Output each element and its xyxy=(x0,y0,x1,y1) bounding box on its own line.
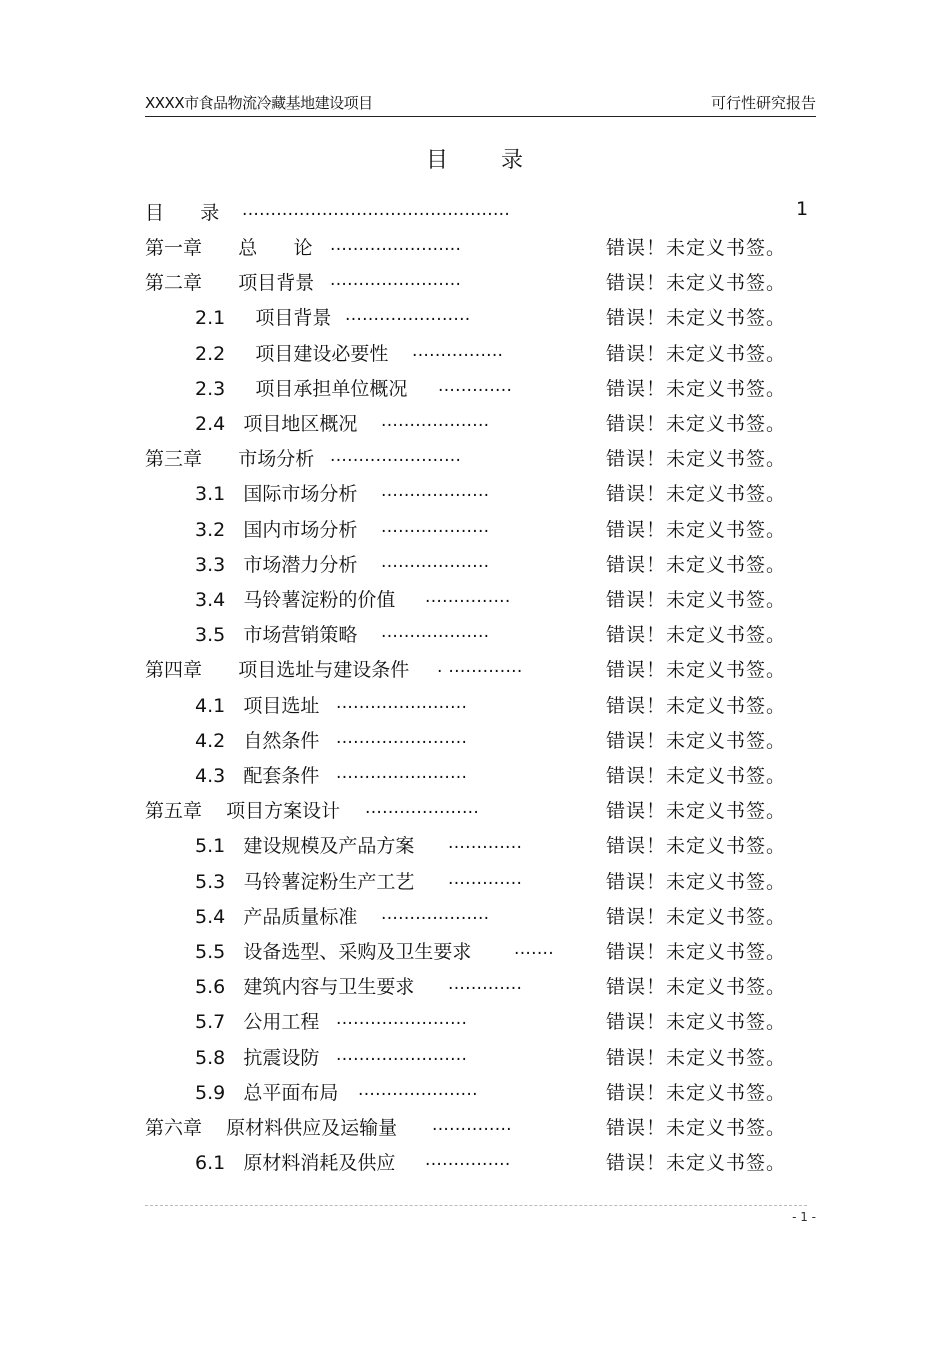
toc-entry-page: 错误！未定义书签。 xyxy=(606,378,787,400)
toc-entry-page: 错误！未定义书签。 xyxy=(606,941,787,963)
toc-entry-leader: ................... xyxy=(381,552,490,572)
toc-entry-page: 错误！未定义书签。 xyxy=(606,448,787,470)
toc-entry-page: 错误！未定义书签。 xyxy=(606,695,787,717)
toc-entry[interactable] xyxy=(0,1043,950,1071)
toc-entry[interactable] xyxy=(0,937,950,965)
toc-entry-leader: ....................... xyxy=(336,728,468,748)
toc-entry-label: 5.4 产品质量标准 xyxy=(195,906,358,928)
header-report-type: 可行性研究报告 xyxy=(710,94,816,112)
toc-entry-leader: ................... xyxy=(381,481,490,501)
toc-entry-page: 错误！未定义书签。 xyxy=(606,765,787,787)
toc-entry-label: 6.1 原材料消耗及供应 xyxy=(195,1152,396,1174)
footer-page-number: - 1 - xyxy=(792,1210,816,1224)
toc-entry-leader: ....................... xyxy=(336,1045,468,1065)
toc-title-part2: 录 xyxy=(501,148,525,173)
toc-entry-page: 错误！未定义书签。 xyxy=(606,237,787,259)
toc-entry-leader: ............... xyxy=(425,1150,511,1170)
toc-entry-page: 错误！未定义书签。 xyxy=(606,624,787,646)
toc-entry-leader: ....................... xyxy=(336,1009,468,1029)
toc-entry[interactable] xyxy=(0,691,950,719)
toc-entry-label: 第四章 项目选址与建设条件 xyxy=(145,659,410,681)
toc-entry-label: 3.1 国际市场分析 xyxy=(195,483,358,505)
toc-entry-label: 2.1 项目背景 xyxy=(195,307,332,329)
toc-entry-label: 5.6 建筑内容与卫生要求 xyxy=(195,976,415,998)
toc-entry[interactable] xyxy=(0,867,950,895)
toc-entry[interactable] xyxy=(0,233,950,261)
toc-entry-label: 3.4 马铃薯淀粉的价值 xyxy=(195,589,396,611)
toc-entry-page: 错误！未定义书签。 xyxy=(606,835,787,857)
toc-entry-label: 第一章 总 论 xyxy=(145,237,313,259)
toc-entry-label: 第五章 项目方案设计 xyxy=(145,800,341,822)
toc-entry-page: 错误！未定义书签。 xyxy=(606,906,787,928)
toc-entry[interactable] xyxy=(0,268,950,296)
toc-entry-page: 错误！未定义书签。 xyxy=(606,730,787,752)
toc-title-part1: 目 xyxy=(425,148,449,173)
toc-entry-page: 错误！未定义书签。 xyxy=(606,800,787,822)
toc-entry-leader: ...................... xyxy=(345,305,471,325)
toc-entry-label: 4.3 配套条件 xyxy=(195,765,320,787)
toc-entry-page: 1 xyxy=(796,198,809,220)
toc-entry-leader: ................... xyxy=(381,517,490,537)
toc-entry-label: 4.2 自然条件 xyxy=(195,730,320,752)
toc-entry-label: 4.1 项目选址 xyxy=(195,695,320,717)
toc-entry-page: 错误！未定义书签。 xyxy=(606,307,787,329)
toc-entry[interactable] xyxy=(0,1113,950,1141)
toc-entry-leader: ................... xyxy=(381,904,490,924)
toc-entry-page: 错误！未定义书签。 xyxy=(606,589,787,611)
toc-entry-leader: ............. xyxy=(438,376,513,396)
toc-entry-leader: ....................... xyxy=(330,235,462,255)
toc-entry[interactable] xyxy=(0,1148,950,1176)
toc-entry[interactable] xyxy=(0,479,950,507)
toc-entry-page: 错误！未定义书签。 xyxy=(606,1117,787,1139)
toc-entry-label: 2.2 项目建设必要性 xyxy=(195,343,389,365)
toc-entry-leader: ....... xyxy=(514,939,554,959)
toc-entry[interactable] xyxy=(0,831,950,859)
toc-entry-label: 5.5 设备选型、采购及卫生要求 xyxy=(195,941,472,963)
toc-entry-leader: ....................... xyxy=(336,693,468,713)
toc-entry-leader: ....................... xyxy=(330,446,462,466)
toc-entry-leader: ....................... xyxy=(336,763,468,783)
toc-entry-leader: ............................................... xyxy=(242,200,511,220)
toc-entry-label: 5.7 公用工程 xyxy=(195,1011,320,1033)
toc-entry[interactable] xyxy=(0,1007,950,1035)
toc-entry-label: 目 录 xyxy=(145,202,220,224)
toc-entry[interactable] xyxy=(0,1078,950,1106)
toc-entry[interactable] xyxy=(0,339,950,367)
toc-entry[interactable] xyxy=(0,198,950,226)
toc-entry[interactable] xyxy=(0,444,950,472)
toc-entry-page: 错误！未定义书签。 xyxy=(606,343,787,365)
toc-entry-label: 2.3 项目承担单位概况 xyxy=(195,378,408,400)
toc-entry-leader: ................ xyxy=(412,341,504,361)
toc-entry-leader: ....................... xyxy=(330,270,462,290)
toc-entry-leader: ............. xyxy=(448,974,523,994)
toc-entry-leader: ................... xyxy=(381,411,490,431)
toc-entry-page: 错误！未定义书签。 xyxy=(606,1047,787,1069)
toc-entry-page: 错误！未定义书签。 xyxy=(606,519,787,541)
toc-entry-page: 错误！未定义书签。 xyxy=(606,272,787,294)
toc-entry[interactable] xyxy=(0,620,950,648)
toc-entry-label: 5.8 抗震设防 xyxy=(195,1047,320,1069)
toc-entry[interactable] xyxy=(0,585,950,613)
toc-entry[interactable] xyxy=(0,655,950,683)
toc-entry-page: 错误！未定义书签。 xyxy=(606,1011,787,1033)
toc-entry-label: 5.1 建设规模及产品方案 xyxy=(195,835,415,857)
toc-entry[interactable] xyxy=(0,796,950,824)
toc-entry-label: 2.4 项目地区概况 xyxy=(195,413,358,435)
toc-entry-label: 5.3 马铃薯淀粉生产工艺 xyxy=(195,871,415,893)
toc-entry-leader: ............. xyxy=(448,869,523,889)
toc-entry-page: 错误！未定义书签。 xyxy=(606,871,787,893)
toc-entry-page: 错误！未定义书签。 xyxy=(606,1152,787,1174)
toc-entry-leader: ............. xyxy=(448,833,523,853)
toc-entry-page: 错误！未定义书签。 xyxy=(606,659,787,681)
toc-entry-page: 错误！未定义书签。 xyxy=(606,554,787,576)
toc-entry-leader: ................... xyxy=(381,622,490,642)
toc-entry-leader: .............. xyxy=(432,1115,512,1135)
toc-entry-page: 错误！未定义书签。 xyxy=(606,413,787,435)
toc-entry-label: 5.9 总平面布局 xyxy=(195,1082,339,1104)
footer-divider xyxy=(145,1205,807,1206)
toc-entry-leader: ............... xyxy=(425,587,511,607)
header-project-name: XXXX市食品物流冷藏基地建设项目 xyxy=(145,94,373,112)
toc-entry[interactable] xyxy=(0,303,950,331)
toc-entry-label: 3.5 市场营销策略 xyxy=(195,624,358,646)
toc-entry[interactable] xyxy=(0,726,950,754)
toc-entry-label: 第三章 市场分析 xyxy=(145,448,315,470)
toc-entry[interactable] xyxy=(0,409,950,437)
toc-entry[interactable] xyxy=(0,374,950,402)
toc-entry-label: 3.3 市场潜力分析 xyxy=(195,554,358,576)
toc-entry-page: 错误！未定义书签。 xyxy=(606,1082,787,1104)
toc-entry[interactable] xyxy=(0,515,950,543)
toc-entry-page: 错误！未定义书签。 xyxy=(606,483,787,505)
toc-entry[interactable] xyxy=(0,902,950,930)
toc-entry-leader: .................... xyxy=(365,798,480,818)
toc-entry-page: 错误！未定义书签。 xyxy=(606,976,787,998)
toc-entry-label: 3.2 国内市场分析 xyxy=(195,519,358,541)
toc-entry[interactable] xyxy=(0,972,950,1000)
toc-entry[interactable] xyxy=(0,761,950,789)
toc-entry-label: 第二章 项目背景 xyxy=(145,272,315,294)
toc-entry-leader: ..................... xyxy=(358,1080,478,1100)
toc-entry-leader: . ............. xyxy=(437,657,523,677)
toc-entry-label: 第六章 原材料供应及运输量 xyxy=(145,1117,398,1139)
toc-entry[interactable] xyxy=(0,550,950,578)
